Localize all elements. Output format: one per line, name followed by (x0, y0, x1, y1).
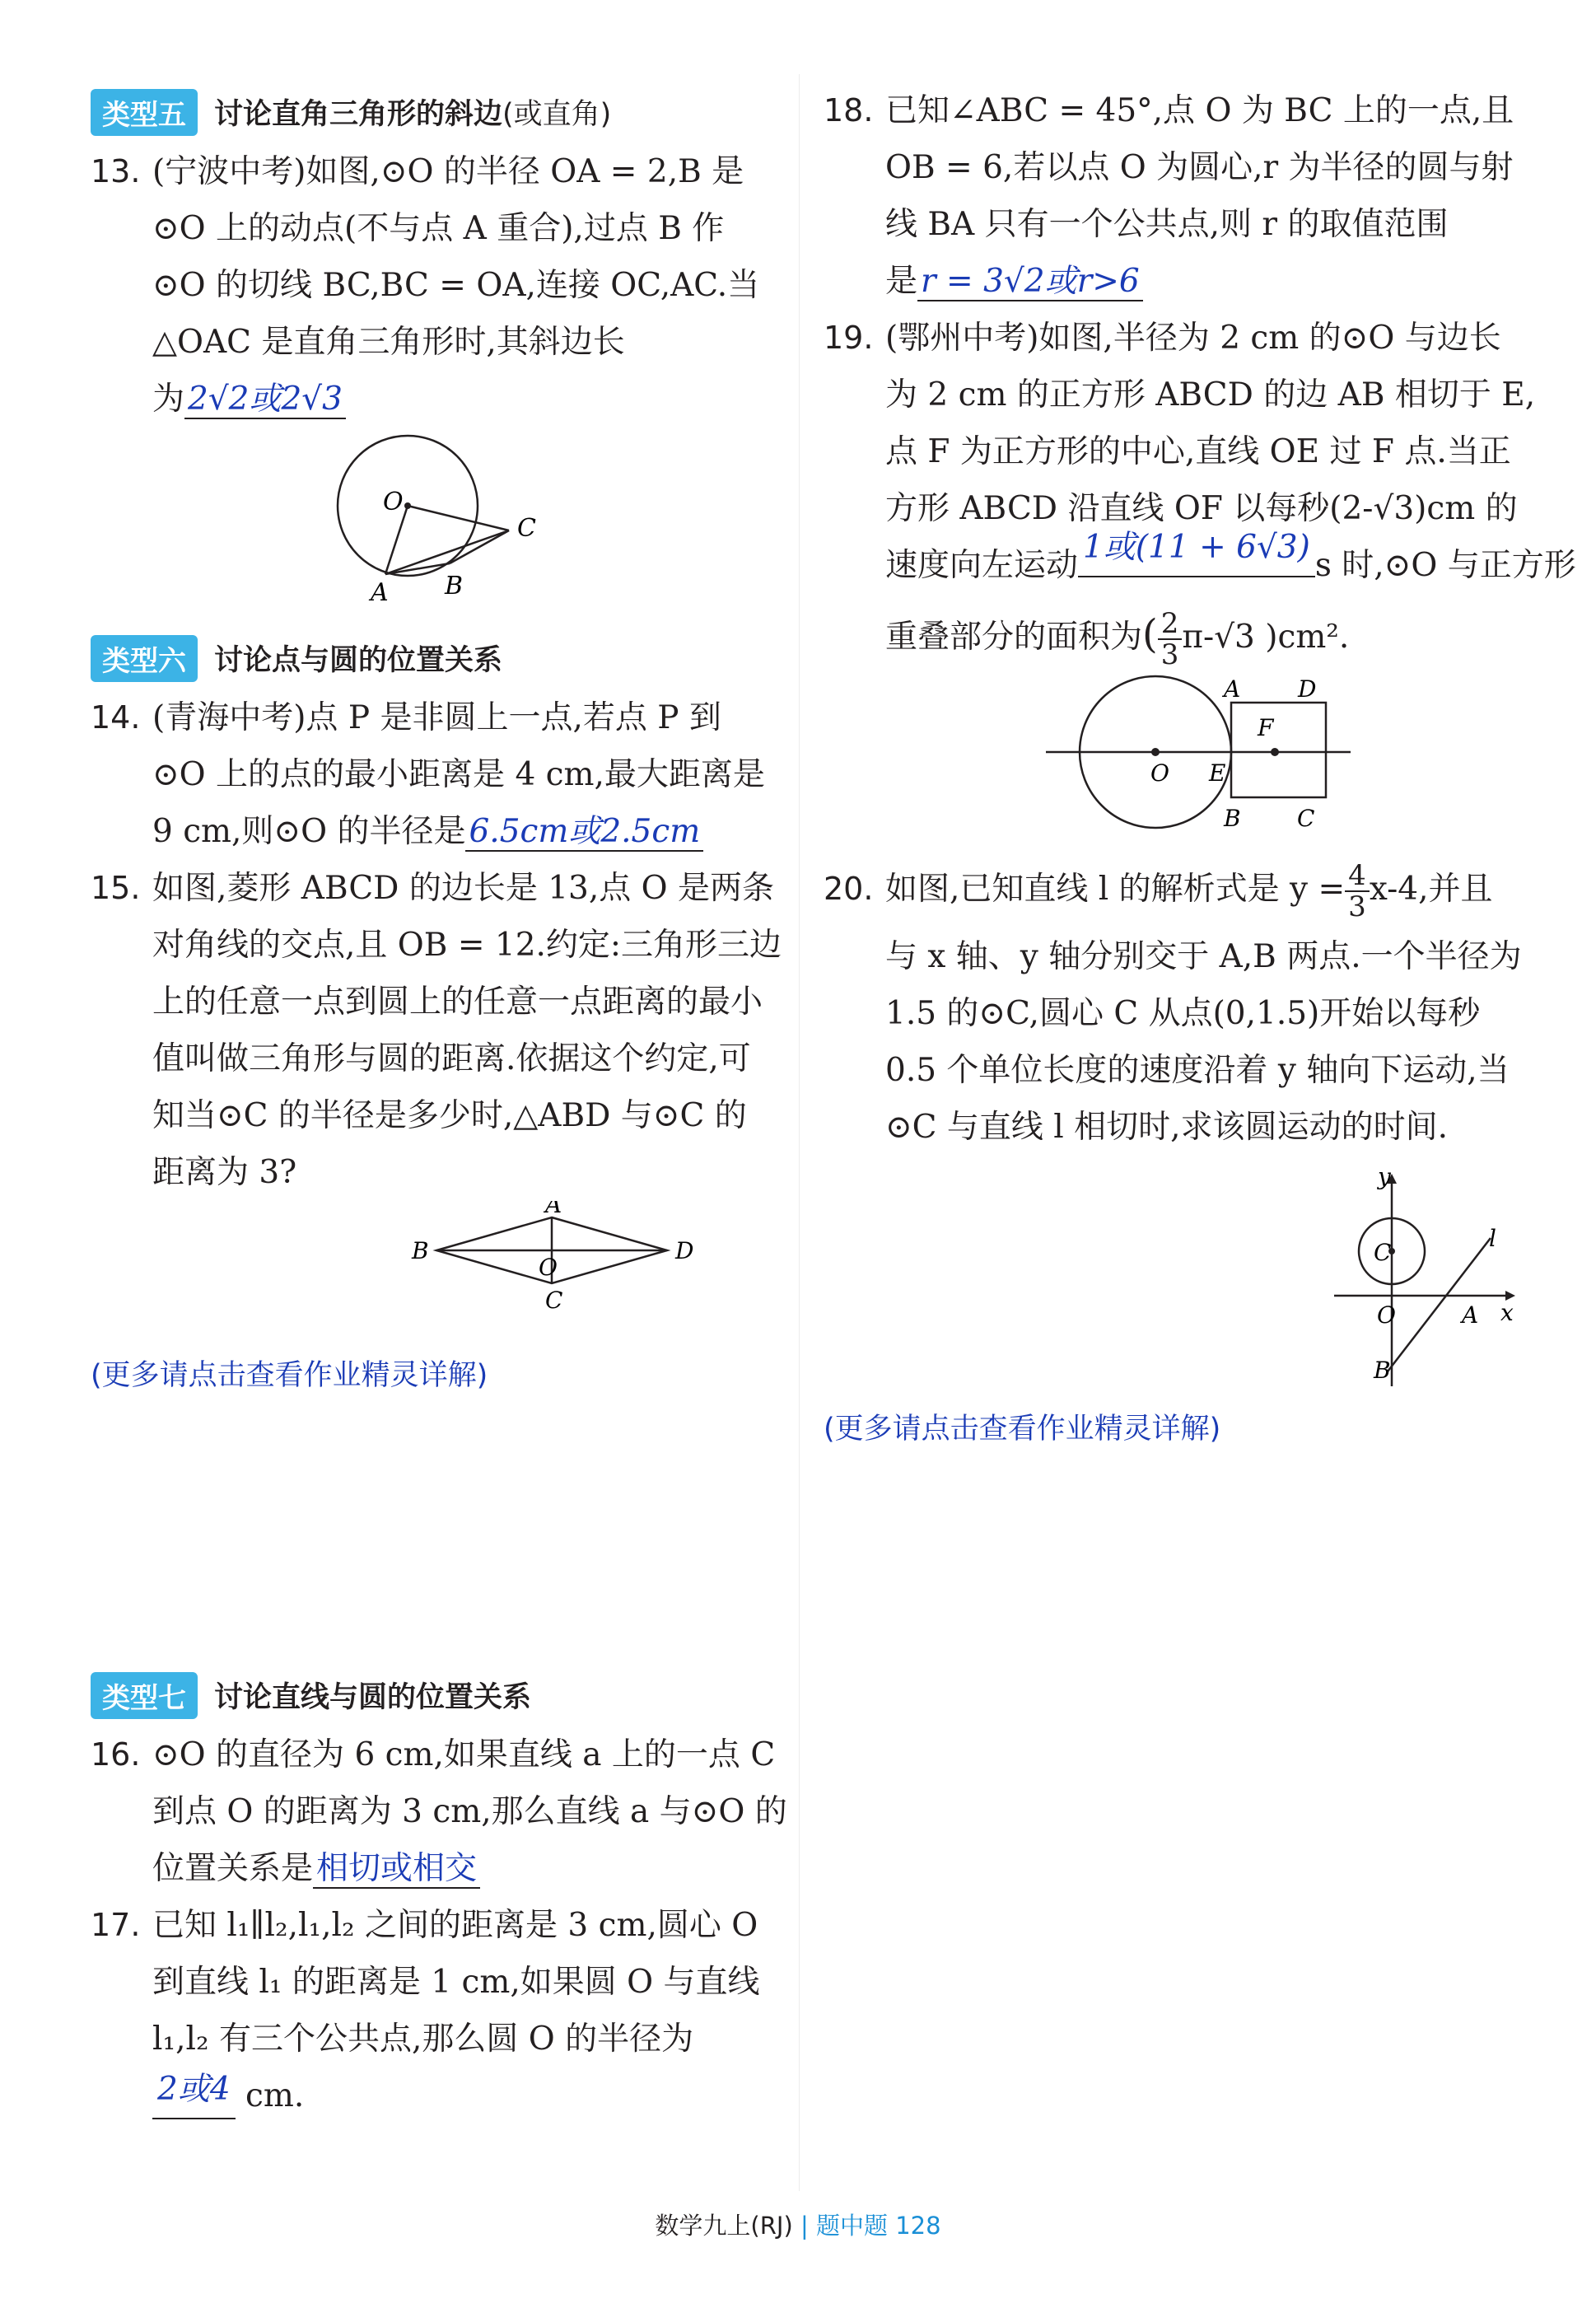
question-text: 速度向左运动 (885, 547, 1079, 584)
point-label: A (545, 1201, 562, 1218)
answer: r = 3√2或r>6 (917, 263, 1143, 301)
question-text: 与 x 轴、y 轴分别交于 A,B 两点.一个半径为 (885, 938, 1522, 975)
question-text: 为 (152, 381, 185, 418)
point-label: B (1224, 805, 1241, 832)
point-label: C (517, 514, 536, 543)
point-label: C (1297, 805, 1315, 832)
question-number: 13. (91, 153, 141, 189)
axis-label: x (1500, 1299, 1514, 1326)
question-text: ⊙O 上的点的最小距离是 4 cm,最大距离是 (152, 756, 765, 793)
question-15 (91, 860, 799, 1394)
question-text: 到直线 l₁ 的距离是 1 cm,如果圆 O 与直线 (152, 1964, 760, 2001)
question-16 (91, 1726, 799, 1897)
question-text: 上的任意一点到圆上的任意一点距离的最小 (152, 983, 763, 1021)
question-number: 14. (91, 699, 141, 736)
question-18 (824, 82, 1532, 310)
question-text: l₁,l₂ 有三个公共点,那么圆 O 的半径为 (152, 2021, 694, 2058)
section-title: 讨论直线与圆的位置关系 (214, 1681, 532, 1714)
question-text: s 时,⊙O 与正方形 (1314, 547, 1576, 584)
section-tag: 类型五 (91, 89, 198, 136)
question-text: 1.5 的⊙C,圆心 C 从点(0,1.5)开始以每秒 (885, 995, 1481, 1032)
question-text: 已知 l₁∥l₂,l₁,l₂ 之间的距离是 3 cm,圆心 O (152, 1907, 758, 1944)
section-tag: 类型六 (91, 635, 198, 682)
question-text: 如图,已知直线 l 的解析式是 y = (885, 871, 1346, 908)
point-label: O (539, 1254, 558, 1281)
point-label: A (371, 578, 389, 607)
question-text: ⊙O 上的动点(不与点 A 重合),过点 B 作 (152, 210, 725, 247)
question-number: 16. (91, 1736, 141, 1773)
footer-section: 题中题 (815, 2212, 888, 2240)
point-label: E (1209, 759, 1226, 787)
question-number: 20. (824, 871, 874, 907)
point-label: A (1462, 1301, 1479, 1329)
question-text: OB = 6,若以点 O 为圆心,r 为半径的圆与射 (885, 149, 1514, 186)
column-divider (799, 74, 800, 2191)
point-label: O (383, 488, 404, 516)
question-17 (91, 1897, 799, 2126)
section-title: 讨论直角三角形的斜边 (214, 98, 503, 131)
question-text: △OAC 是直角三角形时,其斜边长 (152, 324, 625, 361)
question-20 (824, 850, 1532, 1447)
section-header-6 (91, 633, 799, 683)
section-header-7 (91, 1670, 799, 1720)
point-label: B (445, 572, 464, 600)
question-text: ⊙C 与直线 l 相切时,求该圆运动的时间. (885, 1109, 1448, 1146)
question-text: 线 BA 只有一个公共点,则 r 的取值范围 (885, 206, 1449, 243)
question-number: 18. (824, 92, 874, 128)
point-label: D (675, 1237, 694, 1264)
question-text: 为 2 cm 的正方形 ABCD 的边 AB 相切于 E, (885, 376, 1536, 413)
axis-label: y (1378, 1163, 1391, 1190)
question-text: 重叠部分的面积为 (885, 619, 1143, 656)
answer: 1或(11 + 6√3) (1078, 519, 1315, 577)
question-text: 点 F 为正方形的中心,直线 OE 过 F 点.当正 (885, 433, 1511, 470)
fraction-denominator: 3 (1348, 890, 1366, 923)
question-text: 方形 ABCD 沿直线 OF 以每秒(2-√3)cm 的 (885, 490, 1518, 527)
point-label: B (412, 1237, 429, 1264)
right-column (824, 82, 1576, 1447)
question-text: 位置关系是 (152, 1850, 314, 1887)
point-label: C (1374, 1239, 1392, 1266)
point-label: O (1377, 1301, 1396, 1329)
fraction (1345, 861, 1370, 922)
question-text: 9 cm,则⊙O 的半径是 (152, 813, 466, 850)
question-text: 到点 O 的距离为 3 cm,那么直线 a 与⊙O 的 (152, 1793, 787, 1830)
figure-coordinate-plane (824, 1156, 1532, 1403)
footer-book: 数学九上(RJ) (655, 2212, 793, 2240)
question-text: 0.5 个单位长度的速度沿着 y 轴向下运动,当 (885, 1052, 1510, 1089)
question-text: π-√3 )cm². (1182, 619, 1350, 656)
question-14 (91, 689, 799, 860)
fraction-numerator: 2 (1158, 609, 1183, 640)
figure-circle-square (824, 674, 1532, 839)
answer: 6.5cm或2.5cm (465, 813, 703, 852)
more-details-link[interactable]: (更多请点击查看作业精灵详解) (824, 1413, 1221, 1446)
question-number: 17. (91, 1907, 141, 1943)
question-19: 19. (鄂州中考)如图,半径为 2 cm 的⊙O 与边长 为 2 cm 的正方形 ABCD 的边 AB 相切于 E, 点 F 为正方形的中心,直线 OE 过 F 点.当正 方形 ABCD 沿直线 OF 以每秒(2-√3)cm 的 速度向左运动 1或(11 + 6√3) s 时,⊙O 与正方形 重叠部分的面积为( $\frac{2}{3}$ π-√3 )cm². O A B C D E F (824, 310, 1532, 842)
more-details-link[interactable]: (更多请点击查看作业精灵详解) (91, 1359, 488, 1392)
line-label: l (1489, 1225, 1496, 1252)
point-label: C (545, 1287, 563, 1314)
question-text: (宁波中考)如图,⊙O 的半径 OA = 2,B 是 (152, 153, 744, 190)
point-label: D (1298, 675, 1317, 703)
question-text: 对角线的交点,且 OB = 12.约定:三角形三边 (152, 927, 782, 964)
question-text: ⊙O 的切线 BC,BC = OA,连接 OC,AC.当 (152, 267, 760, 304)
section-title-note: (或直角) (502, 98, 612, 131)
question-text: 值叫做三角形与圆的距离.依据这个约定,可 (152, 1040, 751, 1077)
left-column (91, 82, 799, 2126)
point-label: B (1374, 1357, 1391, 1384)
fraction (1158, 609, 1183, 670)
point-label: F (1258, 714, 1274, 741)
answer: 2或4 (152, 2061, 236, 2119)
unit-text: cm. (245, 2077, 305, 2114)
point-label: O (1150, 759, 1169, 787)
question-text: (鄂州中考)如图,半径为 2 cm 的⊙O 与边长 (885, 320, 1501, 357)
question-text: 知当⊙C 的半径是多少时,△ABD 与⊙C 的 (152, 1097, 747, 1134)
answer: 2√2或2√3 (184, 381, 346, 419)
fraction-denominator: 3 (1160, 638, 1179, 671)
figure-circle-tangent (91, 427, 799, 625)
section-header-5 (91, 87, 799, 137)
question-13 (91, 143, 799, 628)
question-number: 15. (91, 870, 141, 906)
answer: 相切或相交 (313, 1850, 480, 1889)
section-title: 讨论点与圆的位置关系 (214, 644, 503, 677)
question-text: 如图,菱形 ABCD 的边长是 13,点 O 是两条 (152, 870, 775, 907)
question-text: 已知∠ABC = 45°,点 O 为 BC 上的一点,且 (885, 92, 1514, 129)
question-text: x-4,并且 (1369, 871, 1493, 908)
figure-rhombus (91, 1201, 799, 1349)
question-number: 19. (824, 320, 874, 356)
question-text: ⊙O 的直径为 6 cm,如果直线 a 上的一点 C (152, 1736, 776, 1773)
footer-separator: | (800, 2212, 809, 2240)
page-number: 128 (895, 2212, 941, 2240)
question-text: (青海中考)点 P 是非圆上一点,若点 P 到 (152, 699, 721, 736)
fraction-numerator: 4 (1345, 861, 1370, 892)
question-text: 距离为 3? (152, 1154, 297, 1191)
page-footer (0, 2208, 1596, 2241)
section-tag: 类型七 (91, 1672, 198, 1719)
point-label: A (1224, 675, 1241, 703)
question-text: 是 (885, 263, 918, 300)
